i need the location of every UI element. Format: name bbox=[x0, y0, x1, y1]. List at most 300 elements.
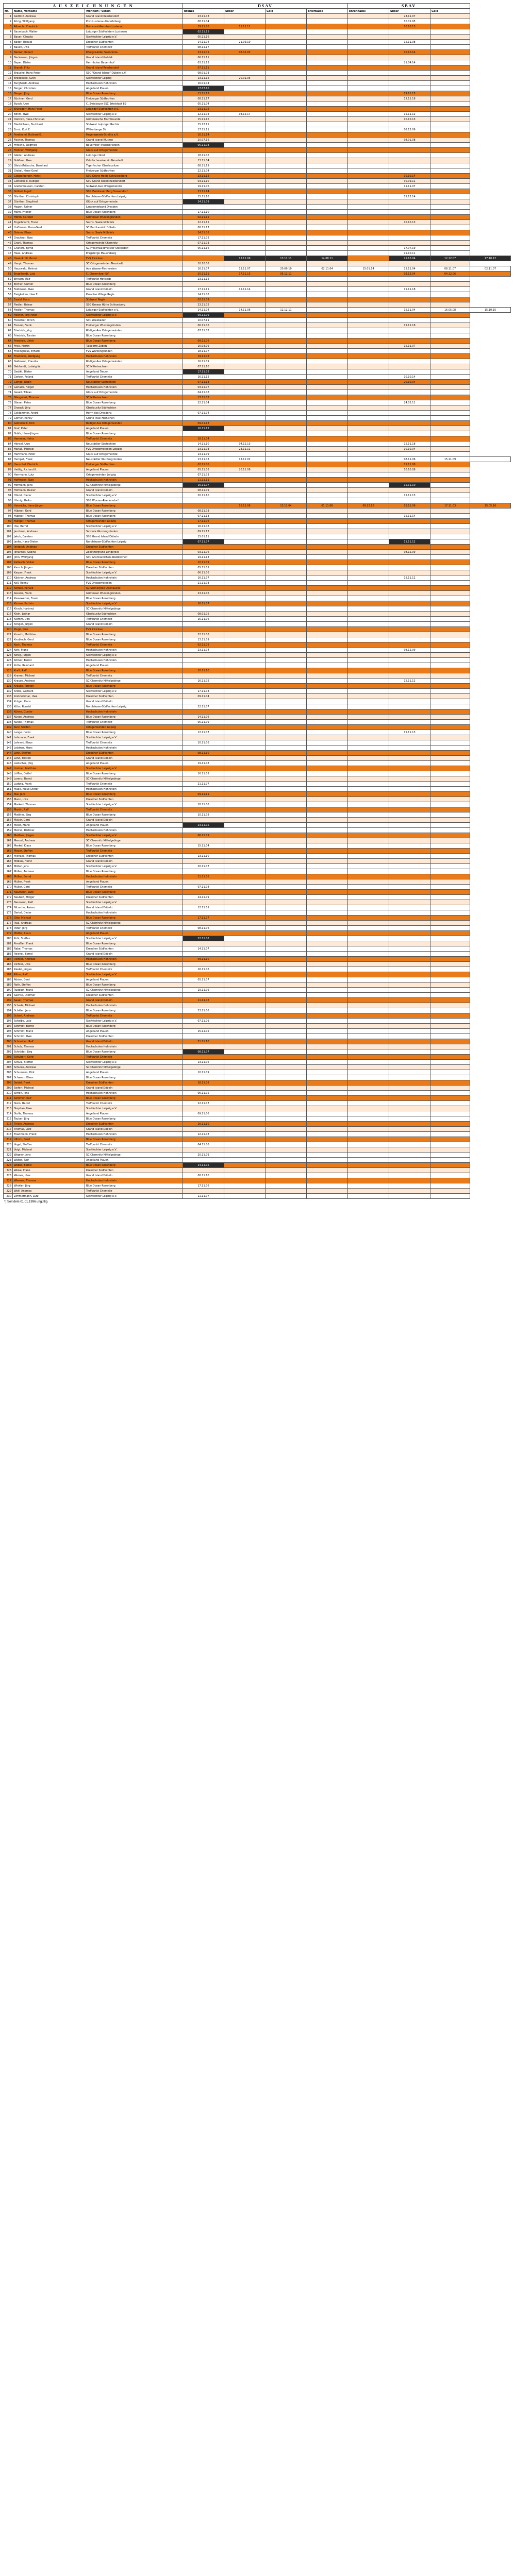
row-number: 113 bbox=[4, 591, 13, 596]
award-date bbox=[348, 993, 389, 998]
award-date bbox=[389, 926, 430, 931]
award-date bbox=[307, 684, 348, 689]
award-date bbox=[224, 1158, 266, 1163]
award-date bbox=[224, 545, 266, 550]
award-date: 17.11.13 bbox=[224, 272, 266, 277]
award-date bbox=[389, 1070, 430, 1075]
row-number: 27 bbox=[4, 148, 13, 153]
award-date bbox=[389, 509, 430, 514]
award-date bbox=[307, 514, 348, 519]
table-row bbox=[4, 720, 511, 725]
row-number: 158 bbox=[4, 823, 13, 828]
award-date bbox=[348, 292, 389, 297]
award-date: 17.11.03 bbox=[430, 503, 470, 509]
award-date bbox=[307, 591, 348, 596]
award-date bbox=[183, 890, 224, 895]
award-date bbox=[430, 977, 470, 982]
award-date bbox=[183, 1096, 224, 1101]
award-date bbox=[224, 1111, 266, 1116]
member-name: Seidel, Frank bbox=[13, 1080, 85, 1086]
award-date bbox=[224, 1086, 266, 1091]
row-number: 34 bbox=[4, 184, 13, 189]
award-date bbox=[430, 132, 470, 138]
award-date bbox=[224, 60, 266, 65]
row-number: 157 bbox=[4, 818, 13, 823]
award-date bbox=[430, 761, 470, 766]
member-club: SC Mittelsachsen bbox=[85, 395, 183, 400]
award-date bbox=[430, 369, 470, 375]
award-date bbox=[266, 405, 307, 411]
award-date bbox=[430, 730, 470, 735]
award-date bbox=[348, 323, 389, 328]
column-header: Silber bbox=[389, 9, 430, 14]
member-name: Meyer, Steffen bbox=[13, 849, 85, 854]
row-number: 229 bbox=[4, 1189, 13, 1194]
row-number: 37 bbox=[4, 199, 13, 205]
award-date bbox=[224, 498, 266, 503]
row-number: 141 bbox=[4, 735, 13, 740]
row-number: 112 bbox=[4, 586, 13, 591]
award-date bbox=[307, 849, 348, 854]
award-date bbox=[430, 766, 470, 771]
award-date bbox=[307, 730, 348, 735]
award-date bbox=[348, 807, 389, 812]
award-date bbox=[430, 1106, 470, 1111]
member-name: Haas, Andreas bbox=[13, 251, 85, 256]
row-number: 102 bbox=[4, 534, 13, 539]
award-date bbox=[430, 802, 470, 807]
award-date bbox=[224, 653, 266, 658]
award-date bbox=[183, 333, 224, 338]
award-date bbox=[307, 194, 348, 199]
member-club: Dresdner Südfechten bbox=[85, 895, 183, 900]
award-date bbox=[430, 946, 470, 952]
member-name: Gottschalk, Dirk bbox=[13, 421, 85, 426]
award-date bbox=[348, 962, 389, 967]
column-header: Wohnort / Verein bbox=[85, 9, 183, 14]
award-date bbox=[430, 694, 470, 699]
award-date bbox=[307, 1008, 348, 1013]
award-date bbox=[224, 879, 266, 885]
award-date bbox=[348, 663, 389, 668]
award-date bbox=[183, 941, 224, 946]
award-date bbox=[266, 385, 307, 390]
award-date: 04.11.08 bbox=[183, 390, 224, 395]
table-row bbox=[4, 143, 511, 148]
member-club: Grand Island Döbeln bbox=[85, 952, 183, 957]
award-date: 13.11.12 bbox=[183, 76, 224, 81]
member-club: Post-Lustenau-Unterbiberg bbox=[85, 19, 183, 24]
table-row bbox=[4, 1013, 511, 1019]
member-club: Blue Ocean Rosenberg bbox=[85, 560, 183, 565]
member-club: Blue Ocean Rosenberg bbox=[85, 1024, 183, 1029]
award-date: 15.12.11 bbox=[183, 122, 224, 127]
award-date: 16.11.05 bbox=[183, 771, 224, 776]
row-number: 130 bbox=[4, 679, 13, 684]
award-date bbox=[430, 333, 470, 338]
award-date bbox=[224, 926, 266, 931]
member-club: Dresdner Südfechten bbox=[85, 40, 183, 45]
award-date bbox=[183, 921, 224, 926]
member-club: Treffpunkt Chemnitz bbox=[85, 926, 183, 931]
table-row bbox=[4, 1055, 511, 1060]
member-club: Blue Ocean Rosenberg bbox=[85, 91, 183, 96]
award-date bbox=[348, 1132, 389, 1137]
table-row bbox=[4, 550, 511, 555]
award-date bbox=[348, 457, 389, 462]
award-date: 13.11.06 bbox=[224, 256, 266, 261]
award-date: 07.11.03 bbox=[183, 472, 224, 478]
award-date bbox=[224, 663, 266, 668]
award-date: 11.11.06 bbox=[183, 874, 224, 879]
award-date bbox=[389, 1183, 430, 1189]
row-number: 222 bbox=[4, 1153, 13, 1158]
award-date bbox=[348, 1178, 389, 1183]
member-name: Wiesner, Thomas bbox=[13, 1178, 85, 1183]
member-name: Schwarz, Klaus bbox=[13, 1075, 85, 1080]
table-row bbox=[4, 405, 511, 411]
award-date: 02.11.06 bbox=[183, 462, 224, 467]
award-date bbox=[224, 210, 266, 215]
award-date bbox=[430, 699, 470, 704]
table-row bbox=[4, 509, 511, 514]
award-date: 22.11.08 bbox=[183, 632, 224, 637]
row-number: 193 bbox=[4, 1003, 13, 1008]
award-date bbox=[430, 581, 470, 586]
award-date bbox=[389, 421, 430, 426]
award-date bbox=[389, 210, 430, 215]
award-date bbox=[266, 679, 307, 684]
award-date: 20.11.11 bbox=[183, 272, 224, 277]
award-date bbox=[183, 405, 224, 411]
member-club: Glück auf Ortsgemeinde bbox=[85, 199, 183, 205]
award-date bbox=[307, 400, 348, 405]
award-date bbox=[224, 890, 266, 895]
award-date bbox=[348, 879, 389, 885]
award-date bbox=[348, 874, 389, 879]
award-date bbox=[389, 699, 430, 704]
award-date bbox=[266, 838, 307, 843]
award-date bbox=[348, 153, 389, 158]
member-club: Angelland Plauen bbox=[85, 879, 183, 885]
award-date bbox=[348, 35, 389, 40]
award-date bbox=[348, 277, 389, 282]
award-date bbox=[348, 436, 389, 442]
award-date bbox=[266, 395, 307, 400]
award-date bbox=[389, 153, 430, 158]
table-row bbox=[4, 246, 511, 251]
award-date bbox=[224, 849, 266, 854]
award-date bbox=[266, 792, 307, 797]
award-date bbox=[430, 684, 470, 689]
member-club: Grand Island Döbeln bbox=[85, 699, 183, 704]
award-date bbox=[348, 725, 389, 730]
member-club: Erzgebirge Mauersberg bbox=[85, 251, 183, 256]
award-date bbox=[389, 766, 430, 771]
award-date bbox=[430, 1178, 470, 1183]
member-name: Lehnert, Klaus bbox=[13, 740, 85, 745]
award-date: 07.11.10 bbox=[183, 364, 224, 369]
award-date bbox=[348, 163, 389, 168]
award-date: 20.07.16 bbox=[183, 138, 224, 143]
award-date bbox=[224, 581, 266, 586]
award-date bbox=[266, 194, 307, 199]
award-date bbox=[348, 756, 389, 761]
award-date bbox=[430, 431, 470, 436]
row-number: 147 bbox=[4, 766, 13, 771]
row-number: 118 bbox=[4, 617, 13, 622]
award-date bbox=[224, 905, 266, 910]
award-date bbox=[307, 941, 348, 946]
award-date bbox=[224, 1034, 266, 1039]
award-date bbox=[224, 807, 266, 812]
member-name: Keil, Ronny bbox=[13, 581, 85, 586]
award-date: 12.11.07 bbox=[183, 730, 224, 735]
row-number: 95 bbox=[4, 498, 13, 503]
award-date bbox=[307, 153, 348, 158]
row-number: 78 bbox=[4, 411, 13, 416]
award-date bbox=[348, 45, 389, 50]
award-date bbox=[307, 1049, 348, 1055]
member-name: Mai, Jens bbox=[13, 792, 85, 797]
member-name: Ritter, Ralf bbox=[13, 972, 85, 977]
award-date bbox=[183, 498, 224, 503]
member-name: Winkler, Jörg bbox=[13, 1183, 85, 1189]
award-date bbox=[430, 1132, 470, 1137]
award-date bbox=[348, 812, 389, 818]
row-number: 134 bbox=[4, 699, 13, 704]
award-date bbox=[348, 1194, 389, 1199]
award-date bbox=[183, 596, 224, 601]
award-date bbox=[389, 472, 430, 478]
member-club: Hochschulen Hohnstein bbox=[85, 787, 183, 792]
award-date bbox=[389, 1080, 430, 1086]
member-name: Naumann, Lutz bbox=[13, 890, 85, 895]
award-date bbox=[224, 277, 266, 282]
award-date bbox=[224, 1070, 266, 1075]
award-date bbox=[224, 416, 266, 421]
table-row bbox=[4, 1189, 511, 1194]
award-date bbox=[430, 158, 470, 163]
award-date bbox=[183, 869, 224, 874]
member-club: Ortsgemeinden Leipzig bbox=[85, 519, 183, 524]
award-date bbox=[224, 1003, 266, 1008]
award-date bbox=[430, 416, 470, 421]
award-date: 15.11.18 bbox=[389, 442, 430, 447]
award-date: 10.10.14 bbox=[389, 375, 430, 380]
award-date bbox=[224, 194, 266, 199]
award-date bbox=[224, 215, 266, 220]
award-date bbox=[430, 153, 470, 158]
award-date bbox=[389, 1091, 430, 1096]
award-date bbox=[224, 452, 266, 457]
member-club: C. Zwickauer SSC Ertelstadt 89 bbox=[85, 101, 183, 107]
award-date bbox=[307, 447, 348, 452]
award-date: 02.11.15 bbox=[183, 29, 224, 35]
member-name: Ehrsam, Ralf bbox=[13, 277, 85, 282]
award-date bbox=[266, 179, 307, 184]
table-row bbox=[4, 1147, 511, 1153]
award-date bbox=[183, 658, 224, 663]
award-date: 14.11.08 bbox=[183, 292, 224, 297]
award-date bbox=[430, 874, 470, 879]
award-date bbox=[224, 1116, 266, 1122]
member-club: Blue Ocean Rosenberg bbox=[85, 771, 183, 776]
table-row bbox=[4, 591, 511, 596]
award-date bbox=[348, 210, 389, 215]
table-row bbox=[4, 1075, 511, 1080]
award-date bbox=[224, 1060, 266, 1065]
member-name: Frenzel, Frank bbox=[13, 323, 85, 328]
table-row bbox=[4, 745, 511, 751]
table-row bbox=[4, 967, 511, 972]
award-date bbox=[307, 792, 348, 797]
award-date bbox=[430, 400, 470, 405]
award-date bbox=[430, 921, 470, 926]
table-row bbox=[4, 369, 511, 375]
row-number: 73 bbox=[4, 385, 13, 390]
award-date bbox=[307, 957, 348, 962]
award-date bbox=[307, 524, 348, 529]
award-date bbox=[430, 859, 470, 864]
award-date bbox=[348, 606, 389, 612]
award-date: 15.11.08 bbox=[389, 462, 430, 467]
award-date: 20.01.05 bbox=[224, 76, 266, 81]
member-name: Kunze, Thomas bbox=[13, 720, 85, 725]
award-date bbox=[389, 1075, 430, 1080]
award-date bbox=[183, 838, 224, 843]
award-date: 08.11.09 bbox=[183, 488, 224, 493]
row-number: 21 bbox=[4, 117, 13, 122]
table-row bbox=[4, 864, 511, 869]
award-date: 08.11.17 bbox=[183, 45, 224, 50]
award-date: 21.11.10 bbox=[183, 1039, 224, 1044]
table-row bbox=[4, 24, 511, 29]
award-date bbox=[430, 807, 470, 812]
table-row bbox=[4, 833, 511, 838]
award-date bbox=[224, 292, 266, 297]
member-name: Rudolph, Frank bbox=[13, 988, 85, 993]
award-date bbox=[348, 349, 389, 354]
table-row bbox=[4, 545, 511, 550]
award-date bbox=[430, 745, 470, 751]
award-date bbox=[430, 122, 470, 127]
member-club: SSC "Grand Island" Dübeln e.V. bbox=[85, 71, 183, 76]
member-name: Hasenkrüß, Bernd bbox=[13, 256, 85, 261]
award-date bbox=[307, 148, 348, 153]
award-date bbox=[348, 967, 389, 972]
award-date bbox=[224, 658, 266, 663]
table-row bbox=[4, 570, 511, 575]
member-name: Glasgolski, Thomas bbox=[13, 395, 85, 400]
row-number: 55 bbox=[4, 292, 13, 297]
award-date bbox=[307, 962, 348, 967]
award-date bbox=[389, 1194, 430, 1199]
member-name: Kästner, Andreas bbox=[13, 575, 85, 581]
award-date bbox=[224, 1137, 266, 1142]
award-date bbox=[389, 1168, 430, 1173]
member-name: Neumann, Ralf bbox=[13, 900, 85, 905]
award-date bbox=[430, 395, 470, 400]
award-date: 06.11.06 bbox=[183, 570, 224, 575]
award-date bbox=[348, 1055, 389, 1060]
award-date bbox=[389, 1039, 430, 1044]
award-date bbox=[307, 174, 348, 179]
table-row bbox=[4, 478, 511, 483]
row-number: 207 bbox=[4, 1075, 13, 1080]
member-name: Schmidt, Frank bbox=[13, 1029, 85, 1034]
award-date bbox=[266, 931, 307, 936]
row-number: 30 bbox=[4, 163, 13, 168]
award-date bbox=[307, 606, 348, 612]
member-name: Günther, Siegfried bbox=[13, 199, 85, 205]
row-number: 72 bbox=[4, 380, 13, 385]
award-date bbox=[266, 467, 307, 472]
award-date bbox=[389, 642, 430, 648]
award-date bbox=[430, 812, 470, 818]
member-club: Startfechter Leipzig e.V. bbox=[85, 653, 183, 658]
award-date bbox=[389, 591, 430, 596]
award-date bbox=[348, 1142, 389, 1147]
award-date bbox=[348, 720, 389, 725]
member-club: Treffpunkt Chemnitz bbox=[85, 782, 183, 787]
row-number: 64 bbox=[4, 338, 13, 344]
award-date bbox=[224, 874, 266, 879]
award-date bbox=[430, 205, 470, 210]
award-date: 14.11.04 bbox=[183, 308, 224, 313]
member-club: Aue Wasser-Fischereien bbox=[85, 266, 183, 272]
row-number: 40 bbox=[4, 215, 13, 220]
award-date bbox=[307, 529, 348, 534]
row-number: 10 bbox=[4, 60, 13, 65]
row-number: 122 bbox=[4, 637, 13, 642]
table-row bbox=[4, 338, 511, 344]
member-name: Engelhardt, Lutz bbox=[13, 272, 85, 277]
member-name: Fiedler, Thomas bbox=[13, 308, 85, 313]
award-date bbox=[348, 1116, 389, 1122]
award-date: 08.12.09 bbox=[389, 648, 430, 653]
member-name: Fischer, Thomas bbox=[13, 138, 85, 143]
member-name: Baumbach, Walter bbox=[13, 29, 85, 35]
award-date bbox=[430, 1096, 470, 1101]
award-date bbox=[307, 493, 348, 498]
award-date bbox=[224, 153, 266, 158]
award-date bbox=[266, 375, 307, 380]
award-date bbox=[389, 132, 430, 138]
award-date bbox=[307, 71, 348, 76]
award-date bbox=[430, 359, 470, 364]
award-date bbox=[389, 349, 430, 354]
table-row bbox=[4, 148, 511, 153]
table-row bbox=[4, 261, 511, 266]
member-name: Schröder, Jörg bbox=[13, 1049, 85, 1055]
row-number: 153 bbox=[4, 797, 13, 802]
row-number: 204 bbox=[4, 1060, 13, 1065]
member-club: Ortsgemeinden Leipzig bbox=[85, 472, 183, 478]
member-club: Bauernhof Treuenbrietzen bbox=[85, 143, 183, 148]
award-date bbox=[266, 287, 307, 292]
table-row bbox=[4, 277, 511, 282]
award-date bbox=[430, 199, 470, 205]
member-club: Startfechter Leipzig e.V. bbox=[85, 524, 183, 529]
award-date bbox=[307, 241, 348, 246]
table-row bbox=[4, 19, 511, 24]
award-date bbox=[266, 230, 307, 235]
award-date bbox=[389, 395, 430, 400]
table-row bbox=[4, 122, 511, 127]
award-date: 24.02.11 bbox=[389, 400, 430, 405]
award-date bbox=[389, 1106, 430, 1111]
